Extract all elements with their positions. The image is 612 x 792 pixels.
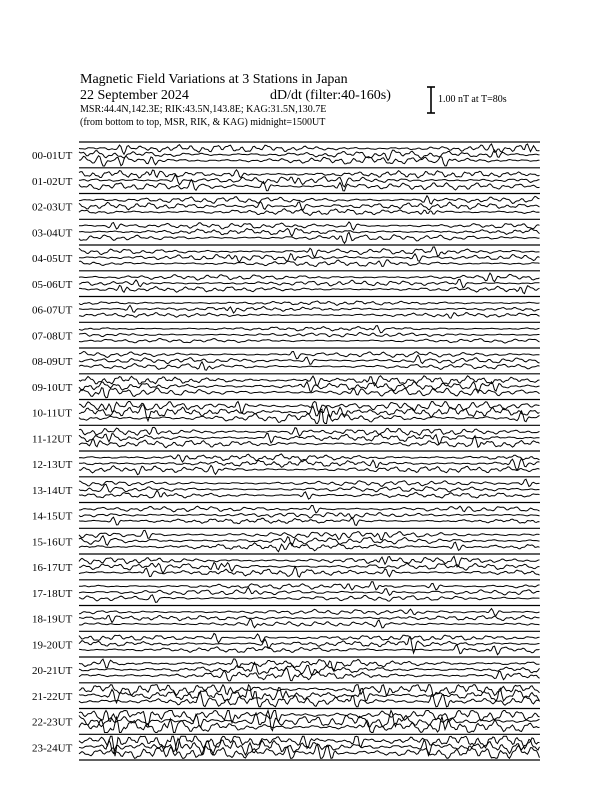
hour-label: 08-09UT: [32, 356, 73, 368]
hour-row: [32, 271, 540, 294]
hour-row: [32, 683, 540, 707]
hour-label: 14-15UT: [32, 510, 73, 523]
trace-kag: [79, 232, 540, 243]
trace-msr: [79, 454, 540, 462]
trace-msr: [79, 352, 540, 359]
hour-row: [32, 503, 540, 526]
trace-kag: [79, 465, 540, 474]
station-coordinates: MSR:44.4N,142.3E; RIK:43.5N,143.8E; KAG:31.5N,130.7E: [80, 104, 327, 115]
hour-label: 18-19UT: [32, 613, 73, 626]
chart-date: 22 September 2024: [80, 88, 189, 103]
hour-label: 15-16UT: [32, 536, 73, 549]
hour-label: 16-17UT: [32, 562, 73, 574]
hour-label: 12-13UT: [32, 459, 73, 471]
trace-kag: [79, 180, 540, 191]
hour-label: 05-06UT: [32, 278, 73, 291]
trace-kag: [79, 595, 540, 602]
hour-label: 04-05UT: [32, 253, 73, 265]
hour-label: 02-03UT: [32, 201, 73, 214]
hour-label: 06-07UT: [32, 304, 73, 317]
trace-kag: [79, 313, 540, 319]
hour-label: 09-10UT: [32, 381, 73, 394]
hour-row: [32, 734, 540, 758]
trace-kag: [79, 619, 540, 628]
hour-label: 00-01UT: [32, 150, 73, 162]
trace-rik: [79, 279, 540, 287]
hour-label: 13-14UT: [32, 484, 73, 497]
trace-msr: [79, 505, 540, 513]
chart-title: Magnetic Field Variations at 3 Stations in Japan: [80, 72, 348, 87]
hour-label: 07-08UT: [32, 330, 73, 343]
hour-row: [32, 657, 540, 681]
hour-label: 03-04UT: [32, 227, 73, 240]
trace-rik: [79, 382, 540, 393]
hour-label: 17-18UT: [32, 587, 73, 600]
hour-label: 19-20UT: [32, 639, 73, 652]
trace-rik: [79, 588, 540, 596]
trace-kag: [79, 542, 540, 552]
trace-msr: [79, 530, 540, 540]
hour-row: [32, 245, 540, 267]
trace-kag: [79, 645, 540, 655]
trace-rik: [79, 355, 540, 364]
hour-rows: [32, 142, 540, 760]
trace-rik: [79, 228, 540, 236]
trace-rik: [79, 150, 540, 161]
hour-row: [32, 606, 540, 628]
trace-rik: [79, 202, 540, 211]
hour-row: [32, 194, 540, 216]
trace-kag: [79, 209, 540, 216]
trace-msr: [79, 582, 540, 590]
trace-rik: [79, 513, 540, 519]
trace-rik: [79, 615, 540, 622]
hour-label: 11-12UT: [32, 433, 72, 446]
trace-rik: [79, 254, 540, 263]
hour-row: [32, 374, 540, 398]
trace-msr: [79, 273, 540, 282]
trace-kag: [79, 436, 540, 448]
hour-label: 22-23UT: [32, 716, 73, 729]
trace-msr: [79, 427, 540, 436]
hour-row: [32, 142, 540, 166]
hour-row: [32, 580, 540, 603]
trace-kag: [79, 260, 540, 267]
hour-label: 21-22UT: [32, 690, 73, 703]
hour-row: [32, 425, 540, 447]
trace-msr: [79, 402, 540, 413]
hour-row: [32, 709, 540, 733]
trace-kag: [79, 156, 540, 166]
trace-msr: [79, 479, 540, 486]
trace-rik: [79, 333, 540, 337]
chart-quantity: dD/dt (filter:40-160s): [270, 88, 391, 103]
trace-rik: [79, 484, 540, 492]
trace-rik: [79, 434, 540, 445]
hour-row: [32, 168, 540, 191]
hour-row: [32, 348, 540, 370]
trace-msr: [79, 301, 540, 305]
hour-row: [32, 322, 540, 343]
scale-bar: [427, 87, 435, 113]
trace-msr: [79, 170, 540, 178]
hour-label: 23-24UT: [32, 742, 73, 755]
hour-label: 10-11UT: [32, 407, 72, 420]
trace-msr: [79, 222, 540, 230]
trace-rik: [79, 305, 540, 313]
trace-kag: [79, 744, 540, 758]
hour-row: [32, 451, 540, 475]
trace-msr: [79, 556, 540, 567]
hour-row: [32, 528, 540, 551]
trace-rik: [79, 175, 540, 187]
trace-kag: [79, 490, 540, 499]
trace-kag: [79, 338, 540, 343]
trace-kag: [79, 567, 540, 578]
hour-row: [32, 400, 540, 424]
trace-kag: [79, 717, 540, 733]
trace-msr: [79, 609, 540, 616]
trace-msr: [79, 633, 540, 642]
scale-bar-label: 1.00 nT at T=80s: [438, 94, 507, 105]
hour-row: [32, 219, 540, 243]
station-order-note: (from bottom to top, MSR, RIK, & KAG) midnight=1500UT: [80, 117, 326, 128]
hour-row: [32, 297, 540, 319]
hour-row: [32, 477, 540, 499]
trace-msr: [79, 326, 540, 333]
trace-kag: [79, 285, 540, 293]
hour-label: 20-21UT: [32, 665, 73, 677]
trace-kag: [79, 517, 540, 525]
hour-label: 01-02UT: [32, 175, 73, 188]
hour-row: [32, 554, 540, 577]
hour-row: [32, 631, 540, 654]
